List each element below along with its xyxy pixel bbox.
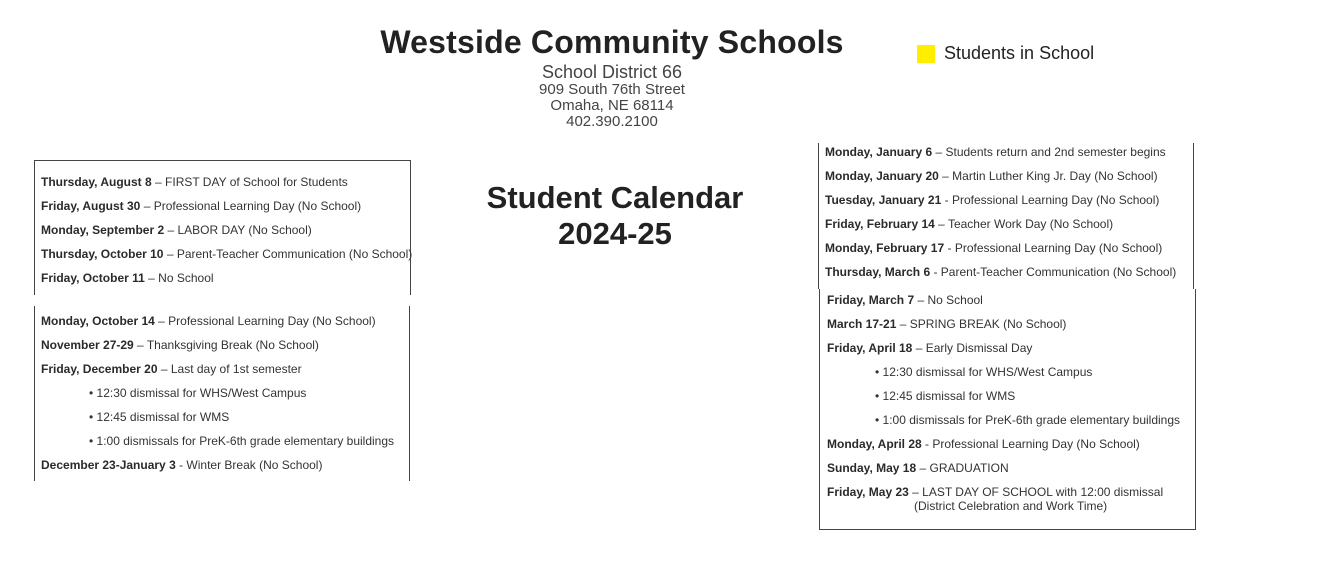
entry-desc: – Professional Learning Day (No School) <box>140 199 362 213</box>
calendar-title-year: 2024-25 <box>558 216 672 251</box>
entry-continuation: (District Celebration and Work Time) <box>914 499 1108 513</box>
calendar-title <box>440 180 790 252</box>
legend <box>917 43 1094 64</box>
entry-desc: – GRADUATION <box>916 461 1009 475</box>
calendar-entry <box>41 271 214 285</box>
entry-desc: – Last day of 1st semester <box>157 362 302 376</box>
address-line-district: School District 66 <box>541 62 683 82</box>
address-line-street: 909 South 76th Street <box>539 81 685 98</box>
entry-date: Thursday, August 8 <box>41 175 152 189</box>
entry-date: Tuesday, January 21 <box>825 193 942 207</box>
legend-label: Students in School <box>944 43 1095 63</box>
entry-date: March 17-21 <box>827 317 897 331</box>
entry-desc: – Students return and 2nd semester begins <box>932 145 1166 159</box>
entry-desc: – FIRST DAY of School for Students <box>151 175 348 189</box>
entry-desc: – Early Dismissal Day <box>912 341 1033 355</box>
entry-date: Monday, January 20 <box>825 169 939 183</box>
entry-date: Friday, April 18 <box>827 341 913 355</box>
calendar-entry <box>827 293 983 307</box>
dismissal-bullet: • 12:45 dismissal for WMS <box>875 389 1016 403</box>
entry-date: Monday, January 6 <box>825 145 933 159</box>
dismissal-bullet: • 12:30 dismissal for WHS/West Campus <box>875 365 1093 379</box>
dates-box-fall-1 <box>34 160 411 295</box>
entry-date: Thursday, October 10 <box>41 247 164 261</box>
calendar-entry <box>825 241 1162 255</box>
address-line-phone: 402.390.2100 <box>566 113 658 130</box>
entry-desc: – No School <box>914 293 983 307</box>
entry-desc: – Martin Luther King Jr. Day (No School) <box>938 169 1158 183</box>
calendar-entry <box>41 247 412 261</box>
entry-desc: – No School <box>144 271 214 285</box>
entry-desc: - Professional Learning Day (No School) <box>941 193 1160 207</box>
dismissal-bullet: • 12:30 dismissal for WHS/West Campus <box>89 386 307 400</box>
calendar-entry <box>827 485 1163 513</box>
entry-desc: – Parent-Teacher Communication (No School) <box>163 247 413 261</box>
dismissal-bullet: • 12:45 dismissal for WMS <box>89 410 230 424</box>
dates-box-fall-2 <box>34 306 410 481</box>
entry-desc: - Parent-Teacher Communication (No School) <box>930 265 1177 279</box>
entry-date: Monday, April 28 <box>827 437 922 451</box>
entry-date: Thursday, March 6 <box>825 265 931 279</box>
calendar-entry <box>41 458 322 472</box>
calendar-title-line1: Student Calendar <box>486 180 744 215</box>
entry-desc: – LAST DAY OF SCHOOL with 12:00 dismissal <box>908 485 1164 499</box>
calendar-entry <box>827 341 1032 355</box>
entry-date: Friday, March 7 <box>827 293 915 307</box>
calendar-entry <box>41 199 361 213</box>
school-name: Westside Community Schools <box>380 24 844 60</box>
legend-swatch-yellow <box>917 45 935 63</box>
entry-date: Monday, September 2 <box>41 223 165 237</box>
calendar-entry <box>827 461 1009 475</box>
calendar-entry <box>825 265 1176 279</box>
entry-date: Friday, August 30 <box>41 199 141 213</box>
entry-desc: - Professional Learning Day (No School) <box>944 241 1163 255</box>
entry-date: December 23-January 3 <box>41 458 176 472</box>
address-line-city: Omaha, NE 68114 <box>550 97 674 114</box>
calendar-entry <box>41 338 319 352</box>
calendar-entry <box>827 437 1140 451</box>
calendar-entry <box>41 223 312 237</box>
entry-desc: - Winter Break (No School) <box>175 458 323 472</box>
entry-desc: – Teacher Work Day (No School) <box>934 217 1114 231</box>
entry-date: Friday, February 14 <box>825 217 935 231</box>
entry-date: Sunday, May 18 <box>827 461 917 475</box>
district-address <box>400 62 824 130</box>
entry-date: Monday, February 17 <box>825 241 945 255</box>
calendar-entry <box>825 193 1159 207</box>
calendar-entry <box>41 362 302 376</box>
entry-desc: - Professional Learning Day (No School) <box>921 437 1140 451</box>
dates-box-spring-1 <box>818 143 1194 289</box>
dismissal-bullet: • 1:00 dismissals for PreK-6th grade elementary buildings <box>875 413 1181 427</box>
dismissal-bullet: • 1:00 dismissals for PreK-6th grade elementary buildings <box>89 434 395 448</box>
entry-date: Friday, October 11 <box>41 271 145 285</box>
entry-desc: – LABOR DAY (No School) <box>164 223 312 237</box>
entry-desc: – SPRING BREAK (No School) <box>896 317 1067 331</box>
entry-date: November 27-29 <box>41 338 134 352</box>
entry-date: Friday, May 23 <box>827 485 909 499</box>
calendar-entry <box>827 317 1066 331</box>
entry-desc: – Professional Learning Day (No School) <box>154 314 376 328</box>
calendar-entry <box>825 169 1158 183</box>
entry-date: Monday, October 14 <box>41 314 155 328</box>
entry-date: Friday, December 20 <box>41 362 158 376</box>
calendar-entry <box>825 145 1166 159</box>
calendar-entry <box>41 314 376 328</box>
dates-box-spring-2 <box>819 289 1196 530</box>
entry-desc: – Thanksgiving Break (No School) <box>133 338 319 352</box>
calendar-entry <box>41 175 348 189</box>
calendar-entry <box>825 217 1113 231</box>
